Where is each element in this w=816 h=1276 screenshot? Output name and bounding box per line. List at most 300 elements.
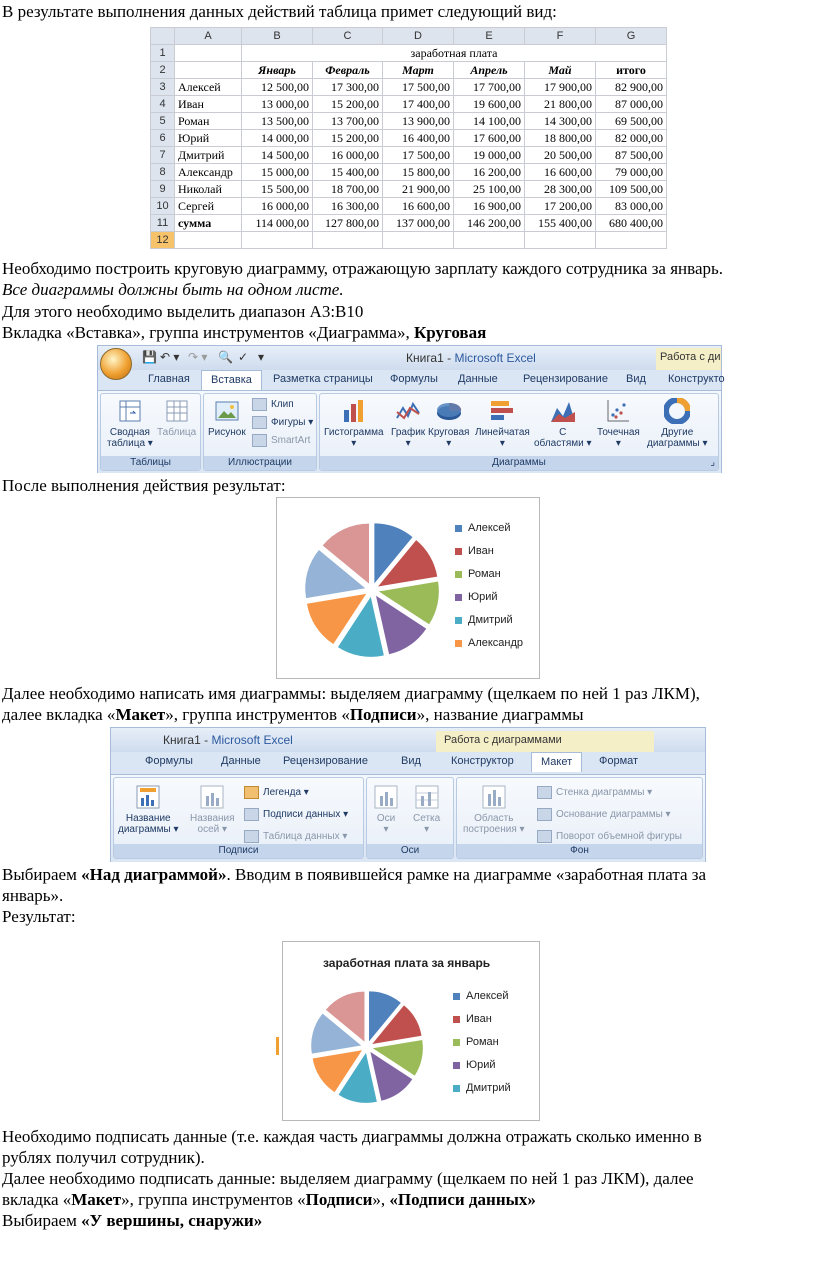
text-bold: «Подписи данных» [389, 1190, 536, 1209]
plot-area-label-2: построения ▾ [463, 824, 525, 835]
pie-chart-label: Круговая [428, 427, 470, 438]
employee-name: Роман [175, 113, 242, 130]
legend-item [453, 990, 509, 1002]
legend-item [453, 1036, 499, 1048]
legend-swatch [455, 594, 462, 601]
tab-formulas[interactable]: Формулы [145, 755, 193, 767]
salary-cell: 109 500,00 [596, 181, 667, 198]
sum-cell: 127 800,00 [313, 215, 383, 232]
customize-icon[interactable]: ▾ [258, 350, 265, 364]
employee-name: Сергей [175, 198, 242, 215]
clip-button[interactable] [252, 398, 294, 411]
data-labels-step-text: Далее необходимо подписать данные: выделяем диаграмму (щелкаем по ней 1 раз ЛКМ), далее [2, 1169, 694, 1188]
legend-label: Иван [468, 545, 494, 557]
salary-cell: 12 500,00 [242, 79, 313, 96]
row-header: 11 [151, 215, 175, 232]
ribbon-body [98, 390, 721, 473]
chart-tools-context: Работа с ди [656, 348, 721, 370]
range-text: Для этого необходимо выделить диапазон A3:B10 [2, 302, 364, 321]
pivot-table-icon [117, 398, 143, 424]
row-header: 5 [151, 113, 175, 130]
salary-cell: 19 000,00 [454, 147, 525, 164]
legend-button[interactable] [244, 786, 309, 799]
group-label: Подписи [114, 844, 363, 858]
cell [175, 45, 242, 62]
data-labels-button[interactable] [244, 808, 348, 821]
legend-label: Дмитрий [466, 1082, 511, 1094]
salary-cell: 17 700,00 [454, 79, 525, 96]
print-preview-icon[interactable]: 🔍 [218, 350, 233, 364]
table-row [151, 113, 667, 130]
sum-cell: 680 400,00 [596, 215, 667, 232]
text-run: », группа инструментов « [165, 705, 350, 724]
sum-label: сумма [175, 215, 242, 232]
pie-chart-1[interactable] [276, 497, 540, 679]
window-title-app: Microsoft Excel [211, 733, 293, 747]
text-run: Выбираем [2, 865, 82, 884]
clip-icon [252, 398, 267, 411]
pivot-label-2: таблица ▾ [107, 438, 153, 449]
axis-titles-label-2: осей ▾ [197, 824, 228, 835]
group-labels [113, 777, 364, 859]
result-text: После выполнения действия результат: [2, 476, 286, 495]
histogram-icon [341, 398, 367, 424]
salary-cell: 17 600,00 [454, 130, 525, 147]
ribbon-body [111, 774, 705, 862]
plot-area-label-1: Область [474, 813, 514, 824]
col-header: C [313, 28, 383, 45]
group-illustrations [203, 393, 317, 471]
histogram-label: Гистограмма [324, 427, 384, 438]
salary-cell: 16 000,00 [313, 147, 383, 164]
axes-icon [373, 784, 399, 810]
area-label-1: С [559, 427, 567, 438]
salary-cell: 17 500,00 [383, 79, 454, 96]
cell [175, 62, 242, 79]
salary-cell: 16 600,00 [525, 164, 596, 181]
group-charts [319, 393, 719, 471]
month-header: Март [383, 62, 454, 79]
title-bar [111, 728, 705, 752]
sheet-title-cell: заработная плата [242, 45, 667, 62]
sum-cell: 137 000,00 [383, 215, 454, 232]
chart-title-icon [135, 784, 161, 810]
text-run: », [372, 1190, 390, 1209]
salary-cell: 13 900,00 [383, 113, 454, 130]
data-labels-icon [244, 808, 259, 821]
pivot-table-button[interactable] [107, 398, 153, 449]
text-run: », группа инструментов « [121, 1190, 306, 1209]
legend-label: Юрий [468, 591, 498, 603]
salary-cell: 14 000,00 [242, 130, 313, 147]
scatter-chart-button[interactable]: Точечная ▾ [597, 398, 640, 449]
data-labels-step-cont [2, 1190, 536, 1210]
histogram-button[interactable]: Гистограмма ▾ [324, 398, 384, 449]
salary-cell: 13 000,00 [242, 96, 313, 113]
row-header: 4 [151, 96, 175, 113]
text-run: », название диаграммы [416, 705, 584, 724]
salary-cell: 28 300,00 [525, 181, 596, 198]
pie-chart-2[interactable] [282, 941, 540, 1121]
tab-design[interactable]: Конструкто [668, 373, 725, 385]
3d-rotation-label: Поворот объемной фигуры [556, 831, 682, 843]
sum-cell: 114 000,00 [242, 215, 313, 232]
insert-tab-text [2, 323, 486, 343]
spelling-icon[interactable]: ✓ [238, 350, 249, 364]
3d-rotation-button[interactable] [537, 830, 682, 843]
tab-format[interactable]: Формат [599, 755, 639, 767]
legend-item [455, 614, 513, 626]
smartart-button[interactable] [252, 434, 310, 447]
row-header: 1 [151, 45, 175, 62]
chart-floor-label: Основание диаграммы ▾ [556, 809, 671, 821]
table-row [151, 79, 667, 96]
scatter-label: Точечная [597, 427, 640, 438]
salary-cell: 69 500,00 [596, 113, 667, 130]
window-title-app: Microsoft Excel [454, 351, 536, 365]
salary-cell: 15 800,00 [383, 164, 454, 181]
window-title [163, 733, 293, 747]
window-title-book: Книга1 - [163, 733, 212, 747]
legend-item [453, 1059, 496, 1071]
data-table-button[interactable] [244, 830, 347, 843]
group-label: Таблицы [101, 456, 200, 470]
cell-selection-marker [276, 1037, 279, 1055]
salary-cell: 16 900,00 [454, 198, 525, 215]
salary-cell: 19 600,00 [454, 96, 525, 113]
bar-chart-label: Линейчатая [475, 427, 530, 438]
employee-name: Алексей [175, 79, 242, 96]
salary-cell: 15 400,00 [313, 164, 383, 181]
cell [596, 232, 667, 249]
legend-item [455, 591, 498, 603]
area-label-2: областями ▾ [534, 438, 592, 449]
salary-cell: 16 200,00 [454, 164, 525, 181]
tab-page-layout[interactable]: Разметка страницы [273, 373, 373, 385]
chart-wall-icon [537, 786, 552, 799]
table-row [151, 96, 667, 113]
row-header: 8 [151, 164, 175, 181]
salary-cell: 15 200,00 [313, 96, 383, 113]
salary-spreadsheet [150, 27, 666, 255]
month-header: Январь [242, 62, 313, 79]
text-run: далее вкладка « [2, 705, 116, 724]
chart-title-label-1: Название [125, 813, 171, 824]
legend-swatch [455, 525, 462, 532]
layout-tab-text [2, 705, 584, 725]
gridlines-icon [414, 784, 440, 810]
table-row [151, 130, 667, 147]
sum-cell: 146 200,00 [454, 215, 525, 232]
doughnut-chart-icon [664, 398, 690, 424]
other-label-1: Другие [661, 427, 694, 438]
salary-cell: 16 600,00 [383, 198, 454, 215]
tab-data[interactable]: Данные [458, 373, 498, 385]
table-row [151, 198, 667, 215]
legend-label: Легенда ▾ [263, 787, 309, 799]
chart-floor-button[interactable] [537, 808, 671, 821]
cell [313, 232, 383, 249]
choose-text-cont: январь». [2, 886, 64, 905]
salary-cell: 20 500,00 [525, 147, 596, 164]
scatter-chart-icon [605, 398, 631, 424]
legend-swatch [453, 1016, 460, 1023]
data-labels-task-text: Необходимо подписать данные (т.е. каждая часть диаграммы должна отражать сколько именно в [2, 1127, 702, 1146]
tab-view[interactable]: Вид [401, 755, 421, 767]
chart-wall-button[interactable] [537, 786, 652, 799]
tab-home[interactable]: Главная [148, 373, 190, 385]
salary-cell: 16 400,00 [383, 130, 454, 147]
bar-chart-icon [489, 398, 515, 424]
group-label: Оси [367, 844, 453, 858]
row-header: 10 [151, 198, 175, 215]
plot-area-button[interactable] [463, 784, 525, 835]
cell [454, 232, 525, 249]
group-label: Фон [457, 844, 702, 858]
salary-cell: 15 500,00 [242, 181, 313, 198]
axes-label: Оси [376, 813, 396, 824]
row-header: 6 [151, 130, 175, 147]
cell [175, 232, 242, 249]
chart-wall-label: Стенка диаграммы ▾ [556, 787, 653, 799]
area-chart-icon [550, 398, 576, 424]
salary-cell: 87 500,00 [596, 147, 667, 164]
dialog-launcher-icon[interactable]: ⌟ [710, 457, 715, 468]
legend-swatch [453, 993, 460, 1000]
legend-swatch [453, 1085, 460, 1092]
cell [383, 232, 454, 249]
tab-data[interactable]: Данные [221, 755, 261, 767]
salary-cell: 82 900,00 [596, 79, 667, 96]
row-header: 7 [151, 147, 175, 164]
chart-title-button[interactable] [118, 784, 179, 835]
ribbon-layout [110, 727, 706, 862]
axes-arrow: ▾ [383, 824, 389, 835]
table-row [151, 181, 667, 198]
sum-cell: 155 400,00 [525, 215, 596, 232]
table-row [151, 147, 667, 164]
table-label: Таблица [157, 427, 197, 438]
legend-label: Алексей [466, 990, 509, 1002]
col-header: G [596, 28, 667, 45]
legend-swatch [455, 548, 462, 555]
shapes-icon [252, 416, 267, 429]
cell [242, 232, 313, 249]
picture-icon [214, 398, 240, 424]
result-label: Результат: [2, 907, 76, 926]
picture-label: Рисунок [208, 427, 246, 438]
title-bar [98, 346, 721, 370]
salary-cell: 17 300,00 [313, 79, 383, 96]
salary-cell: 21 800,00 [525, 96, 596, 113]
month-header: Февраль [313, 62, 383, 79]
data-table-label: Таблица данных ▾ [263, 831, 348, 843]
salary-cell: 14 300,00 [525, 113, 596, 130]
chart-tools-context: Работа с диаграммами [436, 731, 654, 752]
ribbon-tabs [111, 752, 705, 774]
legend-swatch [453, 1062, 460, 1069]
ribbon-tabs [98, 370, 725, 390]
save-icon[interactable]: 💾 [142, 350, 157, 364]
employee-name: Николай [175, 181, 242, 198]
table-icon [164, 398, 190, 424]
salary-cell: 14 100,00 [454, 113, 525, 130]
text-bold: Круговая [413, 323, 487, 342]
intro-text: В результате выполнения данных действий таблица примет следующий вид: [2, 2, 557, 21]
legend-item [455, 568, 501, 580]
legend-label: Юрий [466, 1059, 496, 1071]
plot-area-icon [481, 784, 507, 810]
legend-label: Дмитрий [468, 614, 513, 626]
legend-label: Роман [466, 1036, 499, 1048]
salary-cell: 13 500,00 [242, 113, 313, 130]
employee-name: Александр [175, 164, 242, 181]
table-button[interactable] [157, 398, 196, 438]
line-chart-button[interactable]: График ▾ [391, 398, 425, 449]
group-label [320, 456, 718, 470]
data-labels-task-cont: рублях получил сотрудник). [2, 1148, 205, 1167]
group-background [456, 777, 703, 859]
chart-title-label-2: диаграммы ▾ [118, 824, 179, 835]
legend-swatch [455, 640, 462, 647]
other-charts-button[interactable] [647, 398, 708, 449]
text-bold: Макет [115, 705, 166, 724]
salary-cell: 13 700,00 [313, 113, 383, 130]
salary-cell: 25 100,00 [454, 181, 525, 198]
salary-cell: 14 500,00 [242, 147, 313, 164]
row-header: 3 [151, 79, 175, 96]
salary-cell: 18 700,00 [313, 181, 383, 198]
shapes-button[interactable] [252, 416, 313, 429]
legend-swatch [455, 617, 462, 624]
axes-button[interactable] [373, 784, 399, 835]
col-header: A [175, 28, 242, 45]
text-bold: «У вершины, снаружи» [81, 1211, 263, 1230]
salary-cell: 17 400,00 [383, 96, 454, 113]
group-axes [366, 777, 454, 859]
salary-cell: 83 000,00 [596, 198, 667, 215]
text-run: . Вводим в появившейся рамке на диаграмме «заработная плата за [226, 865, 707, 884]
salary-cell: 16 300,00 [313, 198, 383, 215]
3d-rotation-icon [537, 830, 552, 843]
text-bold: Подписи [305, 1190, 373, 1209]
tab-view[interactable]: Вид [626, 373, 646, 385]
salary-cell: 17 500,00 [383, 147, 454, 164]
line-chart-icon [395, 398, 421, 424]
legend-label: Иван [466, 1013, 492, 1025]
axis-titles-button[interactable] [190, 784, 235, 835]
gridlines-button[interactable] [413, 784, 440, 835]
data-table-icon [244, 830, 259, 843]
employee-name: Иван [175, 96, 242, 113]
row-header: 9 [151, 181, 175, 198]
table-row [151, 164, 667, 181]
salary-cell: 15 000,00 [242, 164, 313, 181]
salary-cell: 16 000,00 [242, 198, 313, 215]
sheet-corner [151, 28, 175, 45]
note-text: Все диаграммы должны быть на одном листе. [2, 280, 344, 299]
employee-name: Юрий [175, 130, 242, 147]
legend-item [453, 1082, 511, 1094]
col-header: D [383, 28, 454, 45]
legend-label: Роман [468, 568, 501, 580]
smartart-icon [252, 434, 267, 447]
line-chart-label: График [391, 427, 426, 438]
axis-titles-label-1: Названия [190, 813, 235, 824]
total-header: итого [596, 62, 667, 79]
pie-chart-icon [436, 398, 462, 424]
gridlines-arrow: ▾ [424, 824, 430, 835]
text-run: вкладка « [2, 1190, 72, 1209]
redo-icon[interactable]: ↷ ▾ [188, 350, 208, 364]
legend-swatch [455, 571, 462, 578]
col-header: F [525, 28, 596, 45]
tab-review[interactable]: Рецензирование [523, 373, 608, 385]
bar-chart-button[interactable]: Линейчатая ▾ [475, 398, 530, 449]
tab-layout[interactable]: Макет [531, 752, 582, 772]
tab-formulas[interactable]: Формулы [390, 373, 438, 385]
row-header: 2 [151, 62, 175, 79]
legend-item [455, 522, 511, 534]
chart-title: заработная плата за январь [323, 956, 491, 970]
data-labels-label: Подписи данных ▾ [263, 809, 349, 821]
legend-item [455, 637, 523, 649]
text-bold: «Над диаграммой» [81, 865, 227, 884]
salary-cell: 87 000,00 [596, 96, 667, 113]
axis-titles-icon [199, 784, 225, 810]
col-header: B [242, 28, 313, 45]
legend-icon [244, 786, 259, 799]
text-bold: Подписи [349, 705, 417, 724]
undo-icon[interactable]: ↶ ▾ [160, 350, 180, 364]
month-header: Май [525, 62, 596, 79]
legend-label: Алексей [468, 522, 511, 534]
salary-cell: 21 900,00 [383, 181, 454, 198]
shapes-label: Фигуры ▾ [271, 417, 314, 429]
area-chart-button[interactable] [534, 398, 592, 449]
picture-button[interactable] [208, 398, 246, 438]
pivot-label-1: Сводная [109, 427, 150, 438]
salary-cell: 17 900,00 [525, 79, 596, 96]
pie-chart-button[interactable]: Круговая ▾ [428, 398, 469, 449]
col-header: E [454, 28, 525, 45]
cell [525, 232, 596, 249]
group-label: Иллюстрации [204, 456, 316, 470]
final-choose-text [2, 1211, 262, 1231]
smartart-label: SmartArt [271, 435, 311, 447]
salary-cell: 17 200,00 [525, 198, 596, 215]
tab-review[interactable]: Рецензирование [283, 755, 368, 767]
ribbon-insert [97, 345, 725, 473]
choose-text [2, 865, 706, 885]
other-label-2: диаграммы ▾ [647, 438, 708, 449]
legend-item [455, 545, 494, 557]
tab-design[interactable]: Конструктор [451, 755, 514, 767]
window-title [406, 351, 536, 365]
salary-cell: 15 200,00 [313, 130, 383, 147]
employee-name: Дмитрий [175, 147, 242, 164]
tab-insert[interactable]: Вставка [201, 370, 262, 390]
group-tables [100, 393, 201, 471]
gridlines-label: Сетка [413, 813, 441, 824]
row-header: 12 [151, 232, 175, 249]
legend-item [453, 1013, 492, 1025]
clip-label: Клип [271, 399, 294, 411]
salary-cell: 18 800,00 [525, 130, 596, 147]
legend-label: Александр [468, 637, 524, 649]
next-step-text: Далее необходимо написать имя диаграммы: выделяем диаграмму (щелкаем по ней 1 раз ЛКМ), [2, 684, 700, 703]
chart-floor-icon [537, 808, 552, 821]
